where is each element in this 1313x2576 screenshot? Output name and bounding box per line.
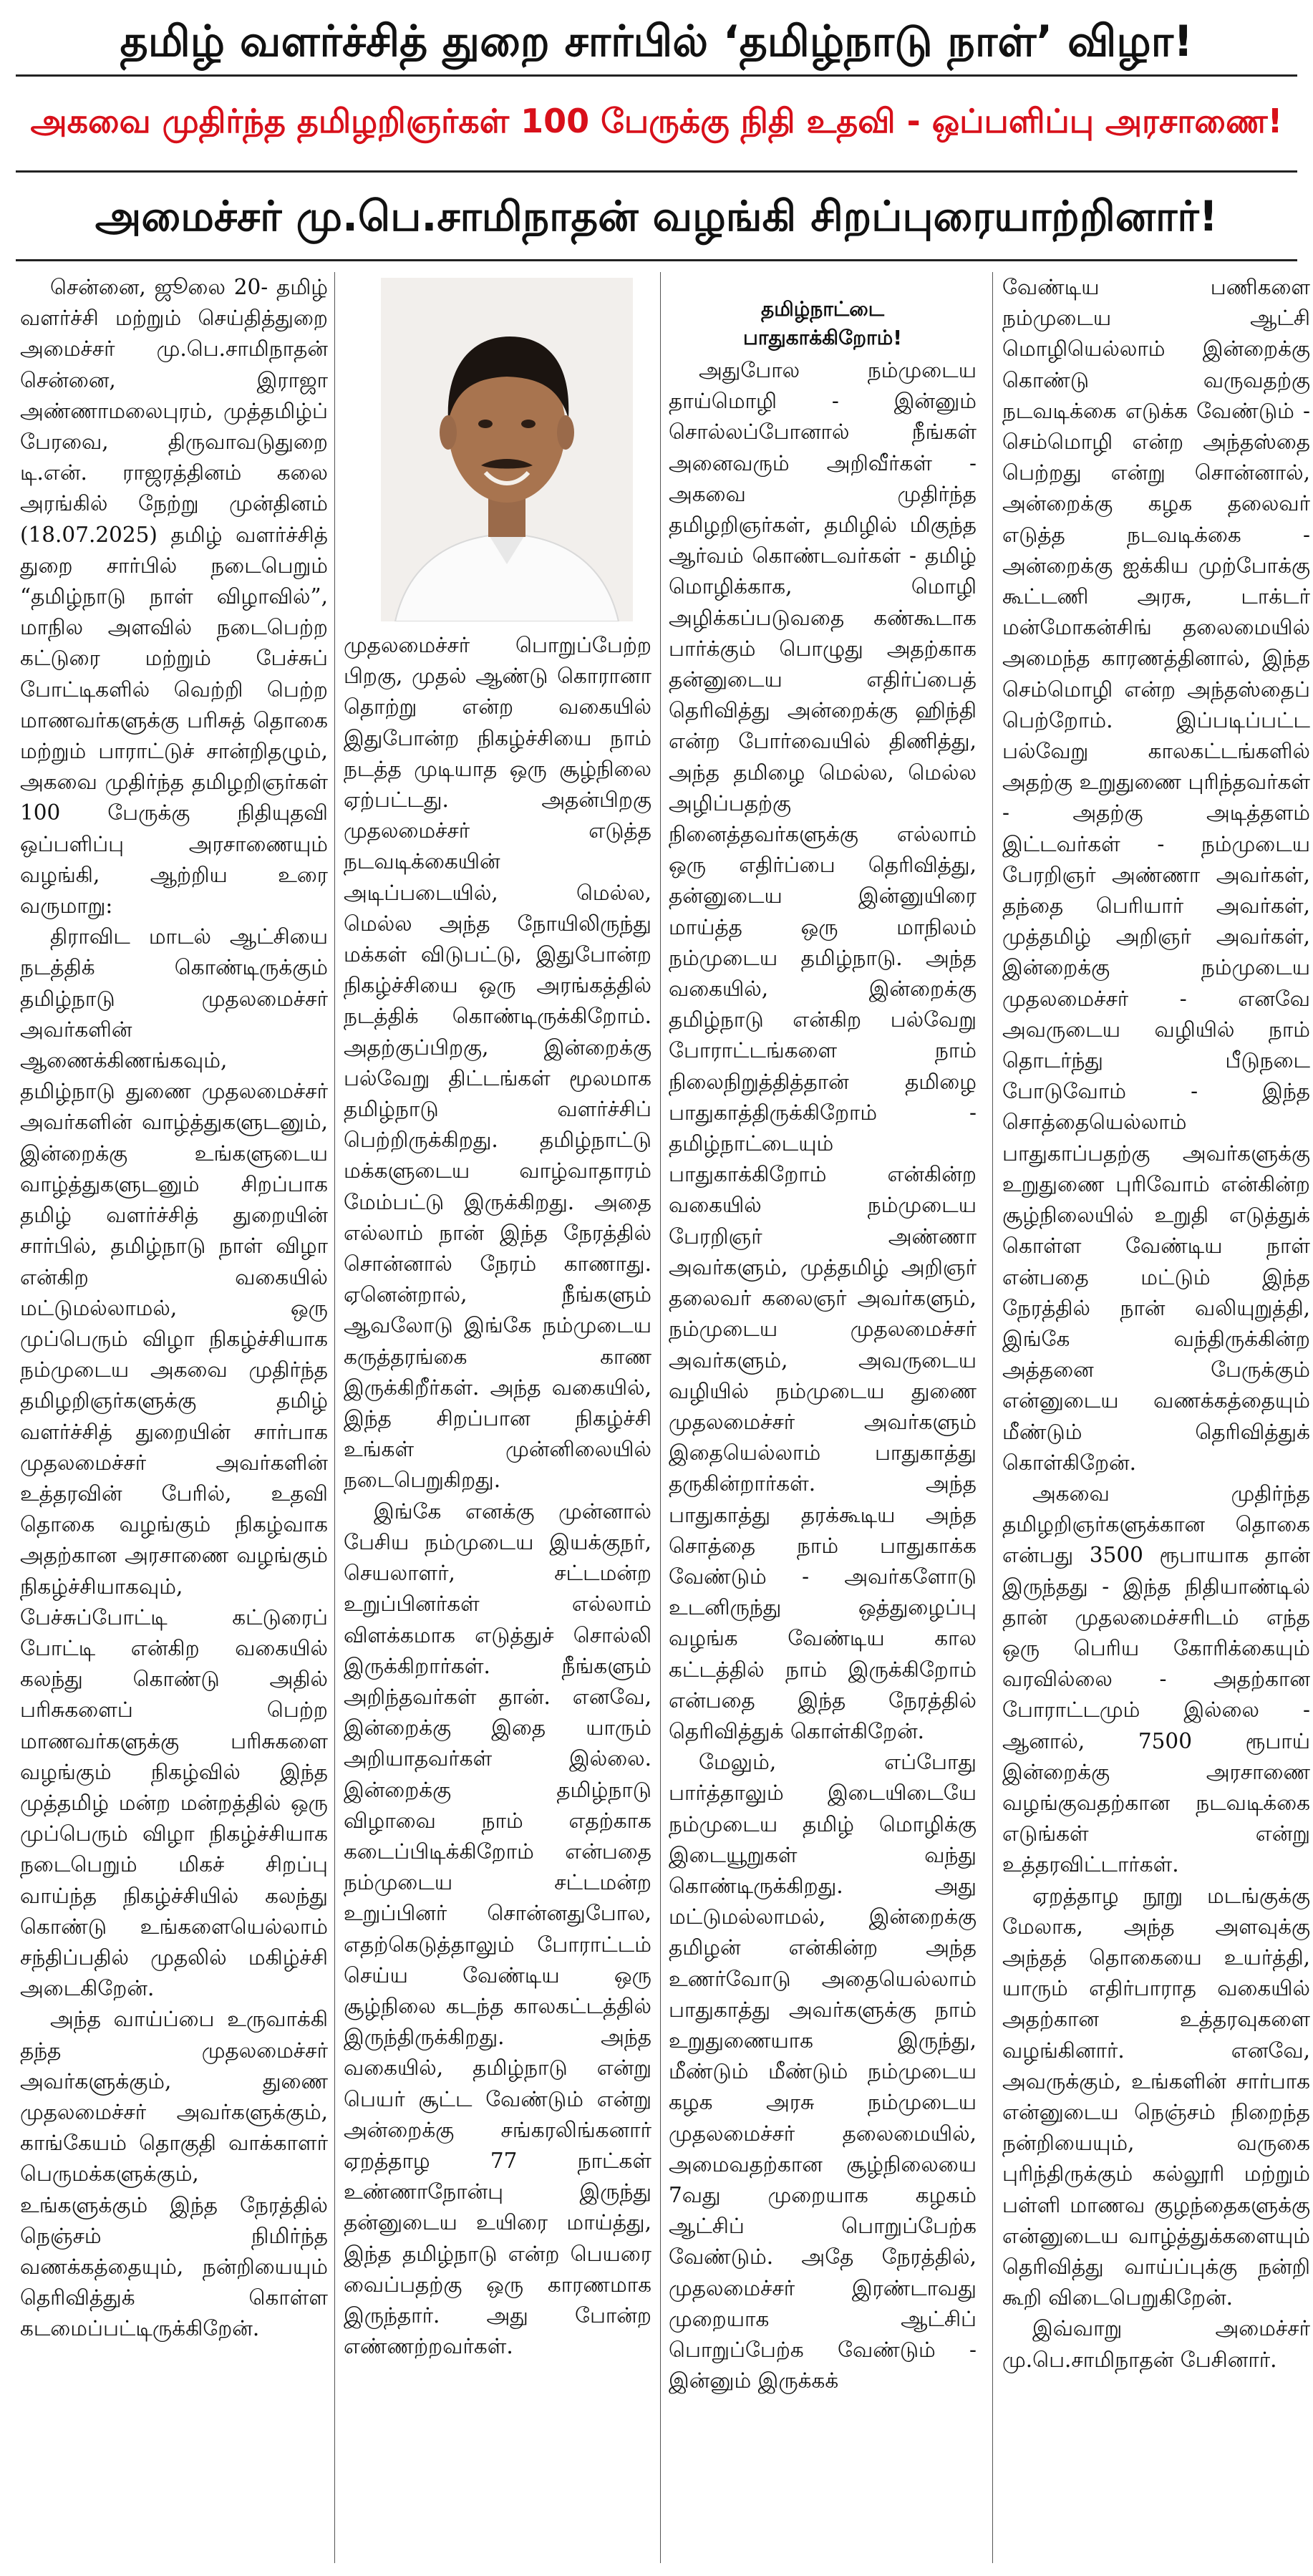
paragraph: அதுபோல நம்முடைய தாய்மொழி - இன்னும் சொல்லப்போனால் நீங்கள் அனைவரும் அறிவீர்கள் - அகவை முதிர்ந்த தமிழறிஞர்கள், தமிழில் மிகுந்த ஆர்வம் கொண்டவர்கள் - தமிழ் மொழிக்காக, மொழி அழிக்கப்படுவதை கண்கூடாக பார்க்கும் பொழுது அதற்காக தன்னுடைய எதிர்ப்பைத் தெரிவித்து அன்றைக்கு ஹிந்தி என்ற போர்வையில் திணித்து, அந்த தமிழை மெல்ல, மெல்ல அழிப்பதற்கு நினைத்தவர்களுக்கு எல்லாம் ஒரு எதிர்ப்பை தெரிவித்து, தன்னுடைய இன்னுயிரை மாய்த்த ஒரு மாநிலம் நம்முடைய தமிழ்நாடு. அந்த வகையில், இன்றைக்கு தமிழ்நாடு என்கிற பல்வேறு போராட்டங்களை நாம் நிலைநிறுத்தித்தான் தமிழை பாதுகாத்திருக்கிறோம் - தமிழ்நாட்டையும் பாதுகாக்கிறோம் என்கின்ற வகையில் நம்முடைய பேரறிஞர் அண்ணா அவர்களும், முத்தமிழ் அறிஞர் தலைவர் கலைஞர் அவர்களும், நம்முடைய முதலமைச்சர் அவர்களும், அவருடைய வழியில் நம்முடைய துணை முதலமைச்சர் அவர்களும் இதையெல்லாம் பாதுகாத்து தருகின்றார்கள். அந்த பாதுகாத்து தரக்கூடிய அந்த சொத்தை நாம் பாதுகாக்க வேண்டும் - அவர்களோடு உடனிருந்து ஒத்துழைப்பு வழங்க வேண்டிய கால கட்டத்தில் நாம் இருக்கிறோம் என்பதை இந்த நேரத்தில் தெரிவித்துக் கொள்கிறேன். [669,358,977,1743]
divider-bottom [16,259,1297,261]
paragraph: முதலமைச்சர் பொறுப்பேற்ற பிறகு, முதல் ஆண்டு கொரானா தொற்று என்ற வகையில் இதுபோன்ற நிகழ்ச்சியை நாம் நடத்த முடியாத ஒரு சூழ்நிலை ஏற்பட்டது. அதன்பிறகு முதலமைச்சர் எடுத்த நடவடிக்கையின் அடிப்படையில், மெல்ல, மெல்ல அந்த நோயிலிருந்து மக்கள் விடுபட்டு, இதுபோன்ற நிகழ்ச்சியை ஒரு அரங்கத்தில் நடத்திக் கொண்டிருக்கிறோம். அதற்குப்பிறகு, இன்றைக்கு பல்வேறு திட்டங்கள் மூலமாக தமிழ்நாடு வளர்ச்சிப் பெற்றிருக்கிறது. தமிழ்நாட்டு மக்களுடைய வாழ்வாதாரம் மேம்பட்டு இருக்கிறது. அதை எல்லாம் நான் இந்த நேரத்தில் சொன்னால் நேரம் காணாது. ஏனென்றால், நீங்களும் ஆவலோடு இங்கே நம்முடைய கருத்தரங்கை காண இருக்கிறீர்கள். அந்த வகையில், இந்த சிறப்பான நிகழ்ச்சி உங்கள் முன்னிலையில் நடைபெறுகிறது. [344,633,651,1493]
article-column-3 [669,295,977,2565]
divider-top [16,74,1297,77]
column-rule-3 [992,272,993,2563]
paragraph: சென்னை, ஜூலை 20- தமிழ் வளர்ச்சி மற்றும் செய்தித்துறை அமைச்சர் மு.பெ.சாமிநாதன் சென்னை, இராஜா அண்ணாமலைபுரம், முத்தமிழ்ப் பேரவை, திருவாவடுதுறை டி.என். ராஜரத்தினம் கலை அரங்கில் நேற்று முன்தினம் (18.07.2025) தமிழ் வளர்ச்சித் துறை சார்பில் நடைபெறும் “தமிழ்நாடு நாள் விழாவில்”, மாநில அளவில் நடைபெற்ற கட்டுரை மற்றும் பேச்சுப் போட்டிகளில் வெற்றி பெற்ற மாணவர்களுக்கு பரிசுத் தொகை மற்றும் பாராட்டுச் சான்றிதழும், அகவை முதிர்ந்த தமிழறிஞர்கள் 100 பேருக்கு நிதியுதவி ஒப்பளிப்பு அரசாணையும் வழங்கி, ஆற்றிய உரை வருமாறு: [20,275,328,919]
paragraph: இவ்வாறு அமைச்சர் மு.பெ.சாமிநாதன் பேசினார். [1002,2316,1310,2372]
paragraph: இங்கே எனக்கு முன்னால் பேசிய நம்முடைய இயக்குநர், செயலாளர், சட்டமன்ற உறுப்பினர்கள் எல்லாம் விளக்கமாக எடுத்துச் சொல்லி இருக்கிறார்கள். நீங்களும் அறிந்தவர்கள் தான். எனவே, இன்றைக்கு இதை யாரும் அறியாதவர்கள் இல்லை. இன்றைக்கு தமிழ்நாடு விழாவை நாம் எதற்காக கடைப்பிடிக்கிறோம் என்பதை நம்முடைய சட்டமன்ற உறுப்பினர் சொன்னதுபோல, எதற்கெடுத்தாலும் போராட்டம் செய்ய வேண்டிய ஒரு சூழ்நிலை கடந்த காலகட்டத்தில் இருந்திருக்கிறது. அந்த வகையில், தமிழ்நாடு என்று பெயர் சூட்ட வேண்டும் என்று அன்றைக்கு சங்கரலிங்கனார் ஏறத்தாழ 77 நாட்கள் உண்ணாநோன்பு இருந்து தன்னுடைய உயிரை மாய்த்து, இந்த தமிழ்நாடு என்ற பெயரை வைப்பதற்கு ஒரு காரணமாக இருந்தார். அது போன்ற எண்ணற்றவர்கள். [344,1498,651,2359]
sub-headline: அமைச்சர் மு.பெ.சாமிநாதன் வழங்கி சிறப்புரையாற்றினார்! [95,192,1218,241]
portrait-photo-icon [381,278,633,621]
paragraph: அந்த வாய்ப்பை உருவாக்கி தந்த முதலமைச்சர் அவர்களுக்கும், துணை முதலமைச்சர் அவர்களுக்கும், காங்கேயம் தொகுதி வாக்காளர் பெருமக்களுக்கும், உங்களுக்கும் இந்த நேரத்தில் நெஞ்சம் நிமிர்ந்த வணக்கத்தையும், நன்றியையும் தெரிவித்துக் கொள்ள கடமைப்பட்டிருக்கிறேன். [20,2007,328,2341]
section-subhead [669,295,977,352]
subhead-line-1: தமிழ்நாட்டை [761,297,884,321]
kicker-headline: தமிழ் வளர்ச்சித் துறை சார்பில் ‘தமிழ்நாடு நாள்’ விழா! [120,16,1193,67]
paragraph: மேலும், எப்போது பார்த்தாலும் இடையிடையே நம்முடைய தமிழ் மொழிக்கு இடையூறுகள் வந்து கொண்டிருக்கிறது. அது மட்டுமல்லாமல், இன்றைக்கு தமிழன் என்கின்ற அந்த உணர்வோடு அதையெல்லாம் பாதுகாத்து அவர்களுக்கு நாம் உறுதுணையாக இருந்து, மீண்டும் மீண்டும் நம்முடைய கழக அரசு நம்முடைய முதலமைச்சர் தலைமையில், அமைவதற்கான சூழ்நிலையை 7வது முறையாக கழகம் ஆட்சிப் பொறுப்பேற்க வேண்டும். அதே நேரத்தில், முதலமைச்சர் இரண்டாவது முறையாக ஆட்சிப் பொறுப்பேற்க வேண்டும் - இன்னும் இருக்கக் [669,1750,977,2393]
article-column-1 [20,272,328,2563]
article-column-2 [344,630,651,2563]
main-headline: அகவை முதிர்ந்த தமிழறிஞர்கள் 100 பேருக்கு நிதி உதவி - ஒப்பளிப்பு அரசாணை! [30,102,1283,140]
paragraph: திராவிட மாடல் ஆட்சியை நடத்திக் கொண்டிருக்கும் தமிழ்நாடு முதலமைச்சர் அவர்களின் ஆணைக்கிணங்கவும், தமிழ்நாடு துணை முதலமைச்சர் அவர்களின் வாழ்த்துகளுடனும், இன்றைக்கு உங்களுடைய வாழ்த்துகளுடனும் சிறப்பாக தமிழ் வளர்ச்சித் துறையின் சார்பில், தமிழ்நாடு நாள் விழா என்கிற வகையில் மட்டுமல்லாமல், ஒரு முப்பெரும் விழா நிகழ்ச்சியாக நம்முடைய அகவை முதிர்ந்த தமிழறிஞர்களுக்கு தமிழ் வளர்ச்சித் துறையின் சார்பாக முதலமைச்சர் அவர்களின் உத்தரவின் பேரில், உதவி தொகை வழங்கும் நிகழ்வாக அதற்கான அரசாணை வழங்கும் நிகழ்ச்சியாகவும், பேச்சுப்போட்டி கட்டுரைப் போட்டி என்கிற வகையில் கலந்து கொண்டு அதில் பரிசுகளைப் பெற்ற மாணவர்களுக்கு பரிசுகளை வழங்கும் நிகழ்வில் இந்த முத்தமிழ் மன்ற மன்றத்தில் ஒரு முப்பெரும் விழா நிகழ்ச்சியாக நடைபெறும் மிகச் சிறப்பு வாய்ந்த நிகழ்ச்சியில் கலந்து கொண்டு உங்களையெல்லாம் சந்திப்பதில் முதலில் மகிழ்ச்சி அடைகிறேன். [20,924,328,2001]
subhead-line-2: பாதுகாக்கிறோம்! [742,326,902,349]
portrait-illustration [381,278,633,621]
paragraph: அகவை முதிர்ந்த தமிழறிஞர்களுக்கான தொகை என்பது 3500 ரூபாயாக தான் இருந்தது - இந்த நிதியாண்டில் தான் முதலமைச்சரிடம் எந்த ஒரு பெரிய கோரிக்கையும் வரவில்லை - அதற்கான போராட்டமும் இல்லை - ஆனால், 7500 ரூபாய் இன்றைக்கு அரசாணை வழங்குவதற்கான நடவடிக்கை எடுங்கள் என்று உத்தரவிட்டார்கள். [1002,1481,1310,1877]
divider-middle [16,170,1297,173]
article-column-4 [1002,272,1310,2563]
column-rule-1 [334,272,335,2563]
paragraph: வேண்டிய பணிகளை நம்முடைய ஆட்சி மொழியெல்லாம் இன்றைக்கு கொண்டு வருவதற்கு நடவடிக்கை எடுக்க வேண்டும் - செம்மொழி என்ற அந்தஸ்தை பெற்றது என்று சொன்னால், அன்றைக்கு கழக தலைவர் எடுத்த நடவடிக்கை - அன்றைக்கு ஐக்கிய முற்போக்கு கூட்டணி அரசு, டாக்டர் மன்மோகன்சிங் தலைமையில் அமைந்த காரணத்தினால், இந்த செம்மொழி என்ற அந்தஸ்தைப் பெற்றோம். இப்படிப்பட்ட பல்வேறு காலகட்டங்களில் அதற்கு உறுதுணை புரிந்தவர்கள் - அதற்கு அடித்தளம் இட்டவர்கள் - நம்முடைய பேரறிஞர் அண்ணா அவர்கள், தந்தை பெரியார் அவர்கள், முத்தமிழ் அறிஞர் அவர்கள், இன்றைக்கு நம்முடைய முதலமைச்சர் - எனவே அவருடைய வழியில் நாம் தொடர்ந்து பீடுநடை போடுவோம் - இந்த சொத்தையெல்லாம் பாதுகாப்பதற்கு அவர்களுக்கு உறுதுணை புரிவோம் என்கின்ற சூழ்நிலையில் உறுதி எடுத்துக் கொள்ள வேண்டிய நாள் என்பதை மட்டும் இந்த நேரத்தில் நான் வலியுறுத்தி, இங்கே வந்திருக்கின்ற அத்தனை பேருக்கும் என்னுடைய வணக்கத்தையும் மீண்டும் தெரிவித்துக் கொள்கிறேன். [1002,275,1310,1475]
column-rule-2 [660,272,661,2563]
paragraph: ஏறத்தாழ நூறு மடங்குக்கு மேலாக, அந்த அளவுக்கு அந்தத் தொகையை உயர்த்தி, யாரும் எதிர்பாராத வகையில் அதற்கான உத்தரவுகளை வழங்கினார். எனவே, அவருக்கும், உங்களின் சார்பாக என்னுடைய நெஞ்சம் நிறைந்த நன்றியையும், வருகை புரிந்திருக்கும் கல்லூரி மற்றும் பள்ளி மாணவ குழந்தைகளுக்கு என்னுடைய வாழ்த்துக்களையும் தெரிவித்து வாய்ப்புக்கு நன்றி கூறி விடைபெறுகிறேன். [1002,1883,1310,2310]
